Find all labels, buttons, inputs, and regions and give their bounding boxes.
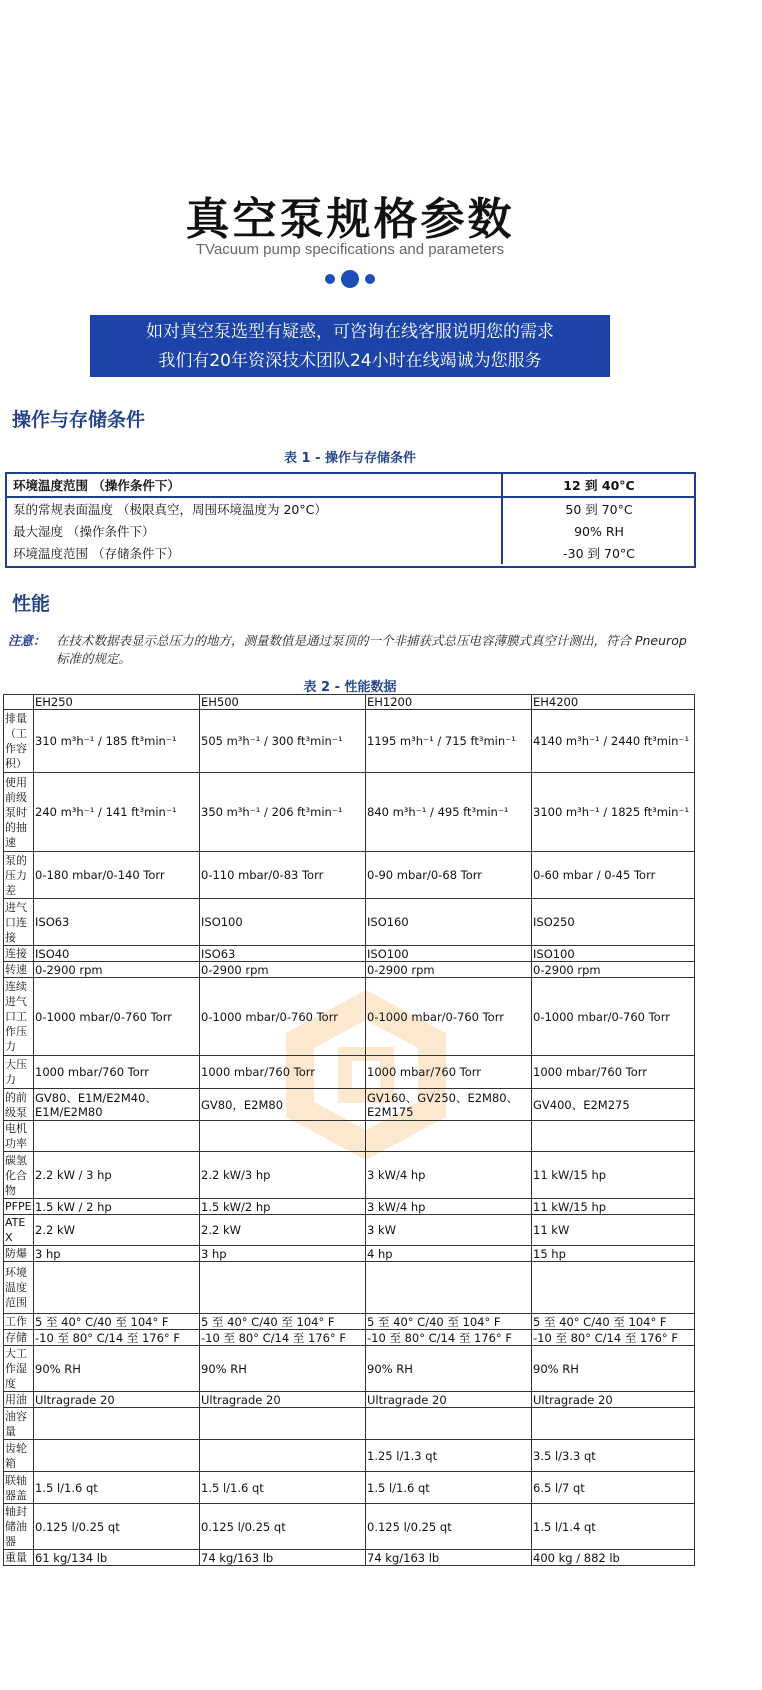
table-cell xyxy=(200,1121,366,1152)
table-cell: 11 kW/15 hp xyxy=(532,1199,695,1215)
table-cell: 840 m³h⁻¹ / 495 ft³min⁻¹ xyxy=(366,773,532,852)
row-label: PFPE xyxy=(5,1200,32,1213)
table-cell: 90% RH xyxy=(200,1346,366,1392)
table-row xyxy=(4,1346,695,1392)
note-text: 在技术数据表显示总压力的地方，测量数值是通过泵顶的一个非捕获式总压电容薄膜式真空计测出，符合 Pneurop 标准的规定。 xyxy=(56,633,687,666)
table-row xyxy=(4,1504,695,1550)
conditions-row xyxy=(7,520,695,542)
table-cell: 400 kg / 882 lb xyxy=(532,1550,695,1566)
table-cell: 3 hp xyxy=(34,1246,200,1262)
table-cell xyxy=(34,1121,200,1152)
table-row xyxy=(4,1440,695,1472)
consult-banner xyxy=(90,315,610,377)
row-label: 齿轮箱 xyxy=(4,1440,34,1472)
table-cell: 61 kg/134 lb xyxy=(34,1550,200,1566)
hero-title: 真空泵规格参数 xyxy=(185,194,515,245)
table-cell xyxy=(532,1262,695,1314)
table-row xyxy=(4,1152,695,1199)
table-cell: 0-180 mbar/0-140 Torr xyxy=(34,852,200,899)
row-label: 连续进气口工作压力 xyxy=(4,978,34,1056)
table-cell: Ultragrade 20 xyxy=(532,1392,695,1408)
table-cell: 0-2900 rpm xyxy=(366,962,532,978)
conditions-label: 环境温度范围 （存储条件下） xyxy=(13,546,180,561)
table-row xyxy=(4,1215,695,1246)
column-header: EH4200 xyxy=(532,695,695,710)
conditions-row xyxy=(7,542,695,564)
table-cell: 5 至 40° C/40 至 104° F xyxy=(366,1314,532,1330)
table-cell: ISO63 xyxy=(34,899,200,946)
table-cell: 3 hp xyxy=(200,1246,366,1262)
hero-subtitle: TVacuum pump specifications and parameters xyxy=(195,241,505,258)
table-header-row xyxy=(4,695,695,710)
dot-icon xyxy=(341,270,359,288)
table-cell: ISO100 xyxy=(532,946,695,962)
table-cell: GV80、E1M/E2M40、E1M/E2M80 xyxy=(34,1089,200,1121)
table-cell: 3 kW/4 hp xyxy=(366,1199,532,1215)
row-label: 存储 xyxy=(4,1330,34,1346)
table-row xyxy=(4,1089,695,1121)
table-row xyxy=(4,962,695,978)
table-cell xyxy=(366,1121,532,1152)
table-cell: 0.125 l/0.25 qt xyxy=(366,1504,532,1550)
table-row xyxy=(4,1392,695,1408)
banner-line-1: 如对真空泵选型有疑惑，可咨询在线客服说明您的需求 xyxy=(146,322,554,342)
table-cell: 90% RH xyxy=(532,1346,695,1392)
table-cell: 0-1000 mbar/0-760 Torr xyxy=(200,978,366,1056)
table-row xyxy=(4,1330,695,1346)
row-label: 进气口连接 xyxy=(4,899,34,946)
table-row xyxy=(4,1550,695,1566)
table-cell: 90% RH xyxy=(366,1346,532,1392)
table-cell: Ultragrade 20 xyxy=(200,1392,366,1408)
table-cell xyxy=(366,1408,532,1440)
conditions-value: 90% RH xyxy=(502,520,695,542)
conditions-row xyxy=(7,474,695,497)
table-cell: 350 m³h⁻¹ / 206 ft³min⁻¹ xyxy=(200,773,366,852)
table-cell: 5 至 40° C/40 至 104° F xyxy=(34,1314,200,1330)
table-row xyxy=(4,899,695,946)
table-cell: 11 kW/15 hp xyxy=(532,1152,695,1199)
row-label: 重量 xyxy=(4,1550,34,1566)
table-cell: 1000 mbar/760 Torr xyxy=(532,1056,695,1089)
table-cell: 0-60 mbar / 0-45 Torr xyxy=(532,852,695,899)
table2-caption: 表 2 - 性能数据 xyxy=(303,680,397,695)
table-cell: 0-2900 rpm xyxy=(532,962,695,978)
conditions-value: 12 到 40°C xyxy=(502,474,695,497)
row-label: 碳氢化合物 xyxy=(4,1152,34,1199)
table-cell: 2.2 kW xyxy=(200,1215,366,1246)
table-row xyxy=(4,978,695,1056)
row-label: 大压力 xyxy=(4,1056,34,1089)
table-cell xyxy=(200,1408,366,1440)
table-cell: 90% RH xyxy=(34,1346,200,1392)
table-cell: 0.125 l/0.25 qt xyxy=(34,1504,200,1550)
table-cell: -10 至 80° C/14 至 176° F xyxy=(34,1330,200,1346)
table-cell: 1.5 l/1.4 qt xyxy=(532,1504,695,1550)
table-cell: 0-1000 mbar/0-760 Torr xyxy=(366,978,532,1056)
table-cell: 3 kW xyxy=(366,1215,532,1246)
decorative-dots xyxy=(325,268,385,290)
dot-icon xyxy=(325,274,335,284)
table-cell: 0-2900 rpm xyxy=(200,962,366,978)
conditions-row xyxy=(7,497,695,520)
table-cell: 4140 m³h⁻¹ / 2440 ft³min⁻¹ xyxy=(532,710,695,773)
column-header: EH500 xyxy=(200,695,366,710)
table-cell: GV80，E2M80 xyxy=(200,1089,366,1121)
row-label: 的前级泵 xyxy=(4,1089,34,1121)
table-cell: ISO63 xyxy=(200,946,366,962)
performance-table xyxy=(3,694,695,1566)
dot-icon xyxy=(365,274,375,284)
table-cell: 2.2 kW/3 hp xyxy=(200,1152,366,1199)
table-cell: 74 kg/163 lb xyxy=(200,1550,366,1566)
table-row xyxy=(4,1262,695,1314)
row-label: ATEX xyxy=(4,1215,34,1246)
table-cell xyxy=(532,1121,695,1152)
table-cell: -10 至 80° C/14 至 176° F xyxy=(366,1330,532,1346)
column-header: EH1200 xyxy=(366,695,532,710)
table-cell: 11 kW xyxy=(532,1215,695,1246)
note-label: 注意： xyxy=(8,633,46,648)
section-heading-performance: 性能 xyxy=(12,593,51,615)
table-cell: 0-90 mbar/0-68 Torr xyxy=(366,852,532,899)
row-label: 防爆 xyxy=(4,1246,34,1262)
table-cell: 3 kW/4 hp xyxy=(366,1152,532,1199)
table-row xyxy=(4,1314,695,1330)
table-cell xyxy=(34,1440,200,1472)
table-cell xyxy=(366,1262,532,1314)
table-cell: GV160、GV250、E2M80、E2M175 xyxy=(366,1089,532,1121)
column-header xyxy=(4,695,34,710)
table-cell: 0-1000 mbar/0-760 Torr xyxy=(532,978,695,1056)
table-cell: Ultragrade 20 xyxy=(366,1392,532,1408)
table-cell: 0-1000 mbar/0-760 Torr xyxy=(34,978,200,1056)
table-row xyxy=(4,1121,695,1152)
table-cell: 1.5 kW/2 hp xyxy=(200,1199,366,1215)
row-label: 泵的压力差 xyxy=(4,852,34,899)
table-cell: 505 m³h⁻¹ / 300 ft³min⁻¹ xyxy=(200,710,366,773)
conditions-table xyxy=(7,474,695,564)
banner-line-2: 我们有20年资深技术团队24小时在线竭诚为您服务 xyxy=(158,351,542,371)
section-heading-conditions: 操作与存储条件 xyxy=(12,409,146,431)
table-cell: 1.5 l/1.6 qt xyxy=(366,1472,532,1504)
table-cell: -10 至 80° C/14 至 176° F xyxy=(532,1330,695,1346)
table-cell: 15 hp xyxy=(532,1246,695,1262)
table-row xyxy=(4,710,695,773)
table-cell xyxy=(200,1262,366,1314)
row-label: 电机功率 xyxy=(4,1121,34,1152)
table-cell: 0.125 l/0.25 qt xyxy=(200,1504,366,1550)
conditions-value: 50 到 70°C xyxy=(502,497,695,520)
row-label: 联轴器盖 xyxy=(4,1472,34,1504)
table-cell: 4 hp xyxy=(366,1246,532,1262)
table-cell: 3.5 l/3.3 qt xyxy=(532,1440,695,1472)
table-row xyxy=(4,1056,695,1089)
table-cell: 310 m³h⁻¹ / 185 ft³min⁻¹ xyxy=(34,710,200,773)
row-label: 轴封储油器 xyxy=(4,1504,34,1550)
table-cell: ISO100 xyxy=(200,899,366,946)
row-label: 使用前级泵时的抽速 xyxy=(4,773,34,852)
table-cell: 5 至 40° C/40 至 104° F xyxy=(532,1314,695,1330)
column-header: EH250 xyxy=(34,695,200,710)
table-row xyxy=(4,1472,695,1504)
table1-caption: 表 1 - 操作与存储条件 xyxy=(283,451,417,466)
table-cell: 1.5 l/1.6 qt xyxy=(200,1472,366,1504)
table-cell: 2.2 kW / 3 hp xyxy=(34,1152,200,1199)
row-label: 环境温度范围 xyxy=(4,1262,34,1314)
table-cell: 1000 mbar/760 Torr xyxy=(200,1056,366,1089)
conditions-value: -30 到 70°C xyxy=(502,542,695,564)
table-row xyxy=(4,1246,695,1262)
table-cell: 3100 m³h⁻¹ / 1825 ft³min⁻¹ xyxy=(532,773,695,852)
table-cell: 74 kg/163 lb xyxy=(366,1550,532,1566)
conditions-label: 最大湿度 （操作条件下） xyxy=(13,524,155,539)
table-cell xyxy=(34,1262,200,1314)
table-cell: GV400、E2M275 xyxy=(532,1089,695,1121)
table-cell: ISO250 xyxy=(532,899,695,946)
table-cell: 5 至 40° C/40 至 104° F xyxy=(200,1314,366,1330)
table-row xyxy=(4,773,695,852)
table-cell: Ultragrade 20 xyxy=(34,1392,200,1408)
table-cell: 1195 m³h⁻¹ / 715 ft³min⁻¹ xyxy=(366,710,532,773)
table-cell: 6.5 l/7 qt xyxy=(532,1472,695,1504)
table-cell: ISO100 xyxy=(366,946,532,962)
row-label: 转速 xyxy=(4,962,34,978)
row-label: 排量（工作容积） xyxy=(4,710,34,773)
table-cell: 1000 mbar/760 Torr xyxy=(34,1056,200,1089)
table-cell xyxy=(532,1408,695,1440)
table-cell xyxy=(34,1408,200,1440)
row-label: 用油 xyxy=(4,1392,34,1408)
table-cell: ISO40 xyxy=(34,946,200,962)
table-cell xyxy=(200,1440,366,1472)
table-cell: ISO160 xyxy=(366,899,532,946)
table-cell: 1.5 kW / 2 hp xyxy=(34,1199,200,1215)
table-cell: 0-110 mbar/0-83 Torr xyxy=(200,852,366,899)
table-cell: 240 m³h⁻¹ / 141 ft³min⁻¹ xyxy=(34,773,200,852)
table-cell: -10 至 80° C/14 至 176° F xyxy=(200,1330,366,1346)
row-label: 大工作湿度 xyxy=(4,1346,34,1392)
table-row xyxy=(4,852,695,899)
table-row xyxy=(4,1408,695,1440)
table-cell: 2.2 kW xyxy=(34,1215,200,1246)
table-cell: 1.5 l/1.6 qt xyxy=(34,1472,200,1504)
conditions-label: 泵的常规表面温度 （极限真空，周围环境温度为 20°C） xyxy=(13,502,327,517)
row-label: 连接 xyxy=(4,946,34,962)
row-label: 工作 xyxy=(4,1314,34,1330)
row-label: 油容量 xyxy=(4,1408,34,1440)
conditions-label: 环境温度范围 （操作条件下） xyxy=(7,474,502,497)
table-row xyxy=(4,946,695,962)
table-row xyxy=(4,1199,695,1215)
table-cell: 1.25 l/1.3 qt xyxy=(366,1440,532,1472)
table-cell: 0-2900 rpm xyxy=(34,962,200,978)
table-cell: 1000 mbar/760 Torr xyxy=(366,1056,532,1089)
